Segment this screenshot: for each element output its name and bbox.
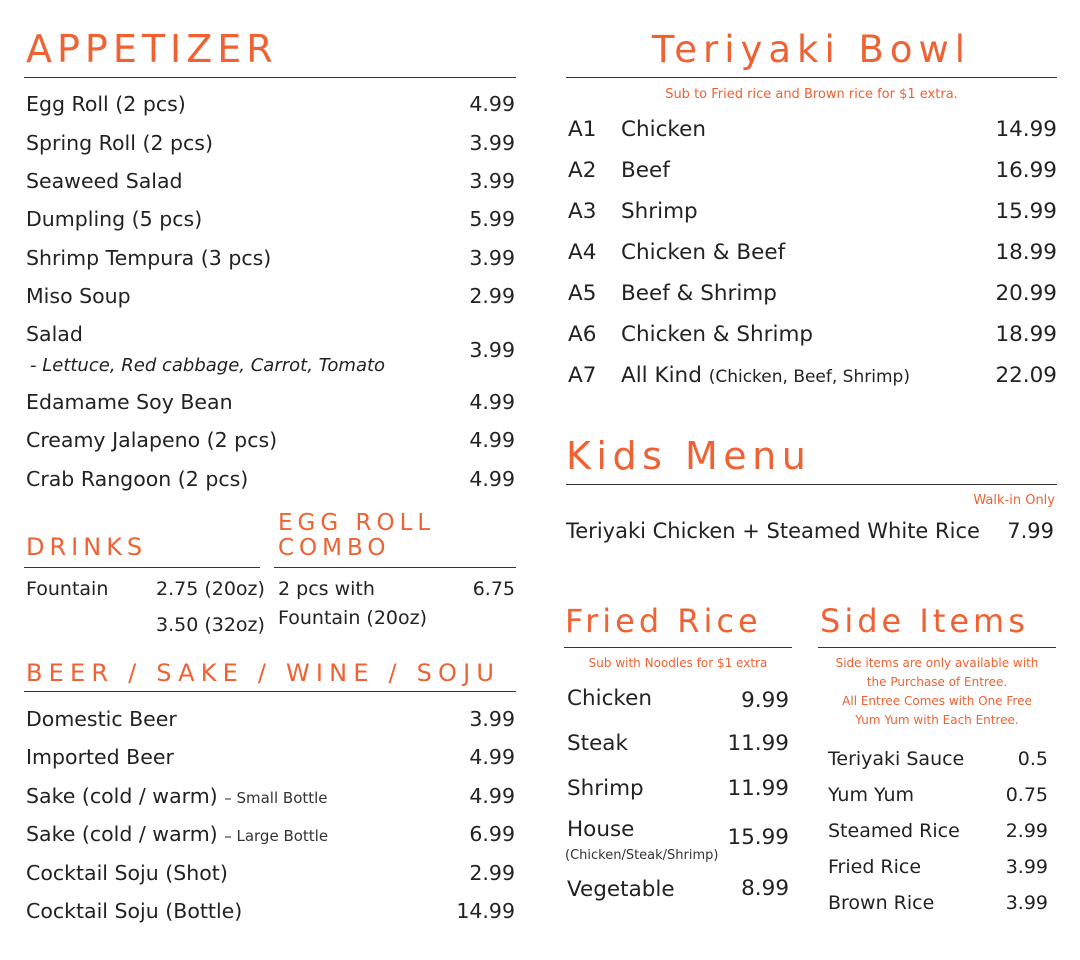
- note-line: All Entree Comes with One Free: [842, 694, 1032, 708]
- item-name: Beef: [621, 158, 670, 183]
- item-price: 2.99: [469, 861, 515, 885]
- note-line: Yum Yum with Each Entree.: [855, 713, 1019, 727]
- item-detail: (Chicken/Steak/Shrimp): [565, 848, 719, 863]
- item-note: – Small Bottle: [224, 789, 328, 807]
- menu-item: [26, 707, 177, 731]
- drink-price-32oz: 3.50 (32oz): [156, 614, 265, 636]
- menu-item: [621, 363, 910, 388]
- kids-price: 7.99: [1007, 519, 1054, 543]
- item-price: 8.99: [741, 876, 789, 901]
- item-description: - Lettuce, Red cabbage, Carrot, Tomato: [30, 355, 386, 376]
- item-name: Beef & Shrimp: [621, 281, 777, 306]
- menu-item: [26, 246, 271, 270]
- side-items-note: [818, 654, 1056, 730]
- item-price: 3.99: [469, 246, 515, 270]
- item-name: Imported Beer: [26, 745, 174, 769]
- item-name: Shrimp: [567, 776, 644, 801]
- combo-title-line2: COMBO: [278, 535, 391, 561]
- item-code: A5: [568, 281, 597, 306]
- menu-item: [26, 822, 328, 846]
- kids-rule: [566, 484, 1057, 485]
- item-price: 11.99: [727, 776, 789, 801]
- menu-item: [26, 745, 174, 769]
- item-price: 4.99: [469, 467, 515, 491]
- side-items-rule: [818, 647, 1056, 648]
- item-price: 4.99: [469, 92, 515, 116]
- appetizer-rule: [24, 77, 516, 78]
- item-name: Crab Rangoon (2 pcs): [26, 467, 249, 491]
- item-name: Cocktail Soju (Bottle): [26, 899, 243, 923]
- item-price: 2.99: [1005, 820, 1048, 842]
- item-price: 4.99: [469, 784, 515, 808]
- item-name: Domestic Beer: [26, 707, 177, 731]
- item-price: 18.99: [995, 322, 1057, 347]
- fried-rice-subtitle: Sub with Noodles for $1 extra: [588, 656, 768, 670]
- item-name: House: [567, 817, 635, 842]
- item-price: 14.99: [995, 117, 1057, 142]
- item-code: A7: [568, 363, 597, 388]
- item-code: A1: [568, 117, 597, 142]
- item-name: Miso Soup: [26, 284, 131, 308]
- item-code: A2: [568, 158, 597, 183]
- menu-item: [26, 390, 233, 414]
- menu-item: [621, 240, 785, 265]
- item-detail: (Chicken, Beef, Shrimp): [708, 367, 910, 387]
- combo-price: 6.75: [472, 578, 515, 600]
- item-price: 20.99: [995, 281, 1057, 306]
- item-name: Yum Yum: [828, 784, 914, 806]
- menu-item: [26, 92, 186, 116]
- item-code: A4: [568, 240, 597, 265]
- menu-item: [26, 899, 242, 923]
- item-name: Seaweed Salad: [26, 169, 183, 193]
- item-price: 9.99: [741, 688, 789, 713]
- item-price: 14.99: [456, 899, 515, 923]
- combo-desc-line1: 2 pcs with: [278, 578, 375, 600]
- item-name: Chicken & Beef: [621, 240, 786, 265]
- menu-item: [26, 207, 202, 231]
- combo-rule: [274, 567, 516, 568]
- menu-item: [26, 284, 131, 308]
- note-line: the Purchase of Entree.: [866, 675, 1008, 689]
- item-price: 15.99: [727, 825, 789, 850]
- item-price: 3.99: [469, 707, 515, 731]
- item-name: Spring Roll (2 pcs): [26, 131, 213, 155]
- item-name: Steamed Rice: [828, 820, 960, 842]
- item-price: 0.5: [1017, 748, 1048, 770]
- item-price: 3.99: [469, 338, 515, 362]
- menu-item: [26, 322, 83, 346]
- menu-item: [621, 117, 706, 142]
- item-price: 15.99: [995, 199, 1057, 224]
- appetizer-title: APPETIZER: [26, 27, 278, 71]
- egg-roll-combo-title: [278, 511, 435, 561]
- teriyaki-title: Teriyaki Bowl: [651, 28, 972, 71]
- item-name: Cocktail Soju (Shot): [26, 861, 228, 885]
- item-name: Sake (cold / warm): [26, 784, 218, 808]
- item-name: Vegetable: [567, 877, 675, 902]
- drinks-title: DRINKS: [26, 533, 148, 561]
- side-items-title: Side Items: [820, 602, 1029, 640]
- item-name: Brown Rice: [828, 892, 935, 914]
- item-name: Chicken: [567, 686, 652, 711]
- menu-item: [26, 467, 248, 491]
- item-price: 5.99: [469, 207, 515, 231]
- item-name: All Kind: [621, 363, 702, 388]
- item-name: Egg Roll (2 pcs): [26, 92, 186, 116]
- menu-item: [26, 861, 228, 885]
- item-name: Edamame Soy Bean: [26, 390, 233, 414]
- item-price: 6.99: [469, 822, 515, 846]
- menu-item: [621, 281, 777, 306]
- item-price: 4.99: [469, 428, 515, 452]
- combo-desc-line2: Fountain (20oz): [278, 607, 428, 629]
- item-price: 3.99: [469, 169, 515, 193]
- item-name: Sake (cold / warm): [26, 822, 218, 846]
- menu-item: [26, 784, 328, 808]
- item-name: Shrimp: [621, 199, 698, 224]
- item-code: A6: [568, 322, 597, 347]
- item-price: 4.99: [469, 745, 515, 769]
- beer-title: BEER / SAKE / WINE / SOJU: [26, 659, 501, 687]
- item-note: – Large Bottle: [224, 827, 329, 845]
- drinks-rule: [24, 567, 260, 568]
- item-price: 3.99: [1005, 856, 1048, 878]
- item-price: 18.99: [995, 240, 1057, 265]
- item-name: Creamy Jalapeno (2 pcs): [26, 428, 278, 452]
- item-name: Shrimp Tempura (3 pcs): [26, 246, 272, 270]
- item-name: Steak: [567, 731, 628, 756]
- item-price: 0.75: [1005, 784, 1048, 806]
- item-price: 2.99: [469, 284, 515, 308]
- item-price: 4.99: [469, 390, 515, 414]
- teriyaki-subtitle: Sub to Fried rice and Brown rice for $1 extra.: [665, 87, 958, 102]
- item-name: Chicken: [621, 117, 706, 142]
- fried-rice-rule: [564, 647, 792, 648]
- menu-item: [621, 199, 698, 224]
- menu-item: [621, 322, 813, 347]
- beer-rule: [24, 691, 516, 692]
- item-price: 3.99: [469, 131, 515, 155]
- menu-item: [26, 169, 183, 193]
- combo-title-line1: EGG ROLL: [278, 510, 436, 536]
- item-name: Salad: [26, 322, 83, 346]
- item-name: Dumpling (5 pcs): [26, 207, 203, 231]
- menu-item: [26, 131, 213, 155]
- kids-note: Walk-in Only: [973, 493, 1055, 508]
- teriyaki-rule: [566, 77, 1057, 78]
- drink-price-20oz: 2.75 (20oz): [156, 578, 265, 600]
- note-line: Side items are only available with: [835, 656, 1039, 670]
- item-price: 16.99: [995, 158, 1057, 183]
- item-price: 3.99: [1005, 892, 1048, 914]
- menu-item: [621, 158, 670, 183]
- item-price: 22.09: [995, 363, 1057, 388]
- kids-item: Teriyaki Chicken + Steamed White Rice: [566, 519, 980, 543]
- fried-rice-title: Fried Rice: [565, 602, 762, 640]
- kids-title: Kids Menu: [566, 434, 812, 478]
- item-code: A3: [568, 199, 597, 224]
- item-name: Chicken & Shrimp: [621, 322, 814, 347]
- menu-item: [26, 428, 277, 452]
- item-name: Teriyaki Sauce: [828, 748, 965, 770]
- item-name: Fried Rice: [828, 856, 922, 878]
- item-price: 11.99: [727, 731, 789, 756]
- drink-item: Fountain: [26, 578, 109, 600]
